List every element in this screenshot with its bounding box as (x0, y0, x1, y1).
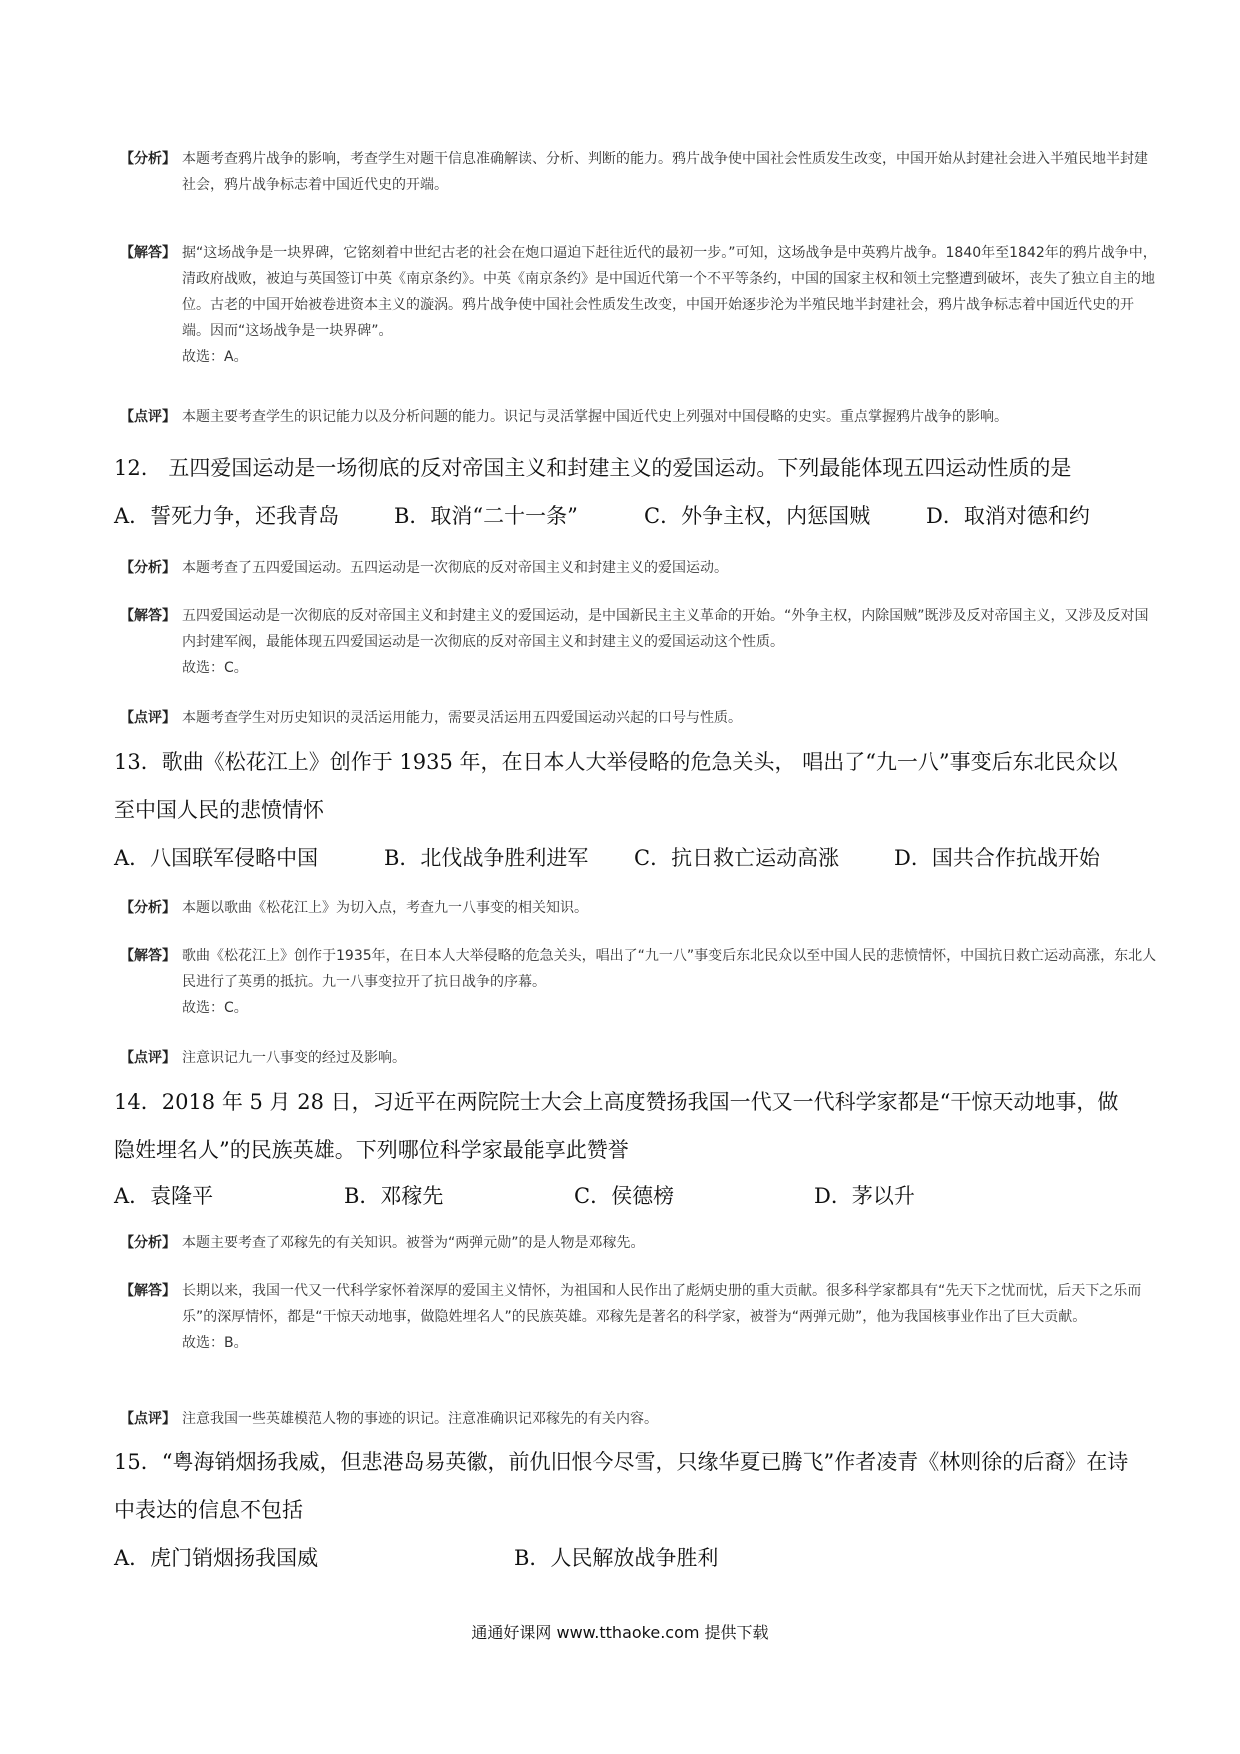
analysis-text: 本题考查鸦片战争的影响，考查学生对题干信息准确解读、分析、判断的能力。鸦片战争使中国社会性质发生改变，中国开始从封建社会进入半殖民地半封建社会，鸦片战争标志着中国近代史的开端。 (182, 151, 1148, 193)
option-b: B．北伐战争胜利进军 (384, 846, 589, 870)
comment-text: 本题考查学生对历史知识的灵活运用能力，需要灵活运用五四爱国运动兴起的口号与性质。 (182, 710, 742, 726)
analysis-text: 本题考查了五四爱国运动。五四运动是一次彻底的反对帝国主义和封建主义的爱国运动。 (182, 560, 728, 576)
analysis-tag: 【分析】 (120, 560, 176, 576)
answer-text: 据“这场战争是一块界碑，它铭刻着中世纪古老的社会在炮口逼迫下赶往近代的最初一步。”可知，这场战争是中英鸦片战争。1840年至1842年的鸦片战争中，清政府战败，被迫与英国签订中英《南京条约》。中英《南京条约》是中国近代第一个不平等条约，中国的国家主权和领土完整遭到破坏，丧失了独立自主的地位。古老的中国开始被卷进资本主义的漩涡。鸦片战争使中国社会性质发生改变，中国开始逐步沦为半殖民地半封建社会，鸦片战争标志着中国近代史的开端。因而“这场战争是一块界碑”。 (182, 245, 1157, 339)
option-d: D．国共合作抗战开始 (894, 846, 1100, 870)
option-d: D．茅以升 (814, 1184, 915, 1208)
answer-text: 歌曲《松花江上》创作于1935年，在日本人大举侵略的危急关头，唱出了“九一八”事变后东北民众以至中国人民的悲愤情怀，中国抗日救亡运动高涨，东北人民进行了英勇的抵抗。九一八事变拉开了抗日战争的序幕。 (182, 948, 1157, 990)
analysis-text: 本题主要考查了邓稼先的有关知识。被誉为“两弹元勋”的是人物是邓稼先。 (182, 1235, 645, 1251)
answer-tag: 【解答】 (120, 1283, 176, 1299)
option-c: C．抗日救亡运动高涨 (634, 846, 840, 870)
question-13: 13．歌曲《松花江上》创作于 1935 年，在日本人大举侵略的危急关头， 唱出了“九一八”事变后东北民众以至中国人民的悲愤情怀 (114, 750, 1118, 822)
answer-tag: 【解答】 (120, 245, 176, 261)
analysis-text: 本题以歌曲《松花江上》为切入点，考查九一八事变的相关知识。 (182, 900, 588, 916)
comment-block (120, 1406, 1160, 1432)
comment-tag: 【点评】 (120, 1050, 176, 1066)
page-footer: 通通好课网 www.tthaoke.com 提供下载 (471, 1623, 769, 1642)
answer-choice: 故选：C。 (182, 1000, 248, 1016)
comment-block (120, 705, 1160, 731)
answer-block (120, 603, 1160, 681)
option-b: B．人民解放战争胜利 (514, 1546, 719, 1570)
answer-block (120, 943, 1160, 1021)
analysis-block (120, 895, 1160, 921)
answer-choice: 故选：A。 (182, 349, 248, 365)
option-c: C．侯德榜 (574, 1184, 675, 1208)
option-a: A．八国联军侵略中国 (114, 846, 319, 870)
analysis-tag: 【分析】 (120, 151, 176, 167)
question-15: 15．“粤海销烟扬我威，但悲港岛易英徽，前仇旧恨今尽雪，只缘华夏已腾飞”作者凌青《林则徐的后裔》在诗中表达的信息不包括 (114, 1450, 1129, 1522)
answer-tag: 【解答】 (120, 608, 176, 624)
answer-text: 长期以来，我国一代又一代科学家怀着深厚的爱国主义情怀，为祖国和人民作出了彪炳史册的重大贡献。很多科学家都具有“先天下之忧而忧，后天下之乐而乐”的深厚情怀，都是“干惊天动地事，做隐姓埋名人”的民族英雄。邓稼先是著名的科学家，被誉为“两弹元勋”，他为我国核事业作出了巨大贡献。 (182, 1283, 1142, 1325)
comment-tag: 【点评】 (120, 1411, 176, 1427)
answer-choice: 故选：B。 (182, 1335, 248, 1351)
option-a: A．誓死力争，还我青岛 (114, 504, 340, 528)
analysis-tag: 【分析】 (120, 1235, 176, 1251)
comment-tag: 【点评】 (120, 409, 176, 425)
question-14-options (114, 1180, 1134, 1214)
comment-tag: 【点评】 (120, 710, 176, 726)
option-d: D．取消对德和约 (926, 504, 1090, 528)
question-12: 12. 五四爱国运动是一场彻底的反对帝国主义和封建主义的爱国运动。下列最能体现五四运动性质的是 (114, 456, 1072, 480)
question-13-options (114, 842, 1134, 876)
comment-text: 本题主要考查学生的识记能力以及分析问题的能力。识记与灵活掌握中国近代史上列强对中国侵略的史实。重点掌握鸦片战争的影响。 (182, 409, 1008, 425)
option-b: B．取消“二十一条” (394, 504, 578, 528)
answer-block (120, 1278, 1160, 1356)
comment-block (120, 1045, 1160, 1071)
option-a: A．袁隆平 (114, 1184, 214, 1208)
comment-text: 注意识记九一八事变的经过及影响。 (182, 1050, 406, 1066)
answer-choice: 故选：C。 (182, 660, 248, 676)
question-12-options (114, 500, 1134, 534)
answer-block (120, 240, 1160, 370)
analysis-tag: 【分析】 (120, 900, 176, 916)
option-b: B．邓稼先 (344, 1184, 444, 1208)
comment-block (120, 404, 1160, 430)
option-c: C．外争主权，内惩国贼 (644, 504, 871, 528)
question-14: 14．2018 年 5 月 28 日，习近平在两院院士大会上高度赞扬我国一代又一代科学家都是“干惊天动地事，做隐姓埋名人”的民族英雄。下列哪位科学家最能享此赞誉 (114, 1090, 1119, 1162)
question-15-options (114, 1542, 1134, 1576)
comment-text: 注意我国一些英雄模范人物的事迹的识记。注意准确识记邓稼先的有关内容。 (182, 1411, 658, 1427)
analysis-block (120, 146, 1160, 198)
analysis-block (120, 555, 1160, 581)
option-a: A．虎门销烟扬我国威 (114, 1546, 319, 1570)
analysis-block (120, 1230, 1160, 1256)
answer-tag: 【解答】 (120, 948, 176, 964)
answer-text: 五四爱国运动是一次彻底的反对帝国主义和封建主义的爱国运动，是中国新民主主义革命的开始。“外争主权，内除国贼”既涉及反对帝国主义，又涉及反对国内封建军阀，最能体现五四爱国运动是一次彻底的反对帝国主义和封建主义的爱国运动这个性质。 (182, 608, 1149, 650)
